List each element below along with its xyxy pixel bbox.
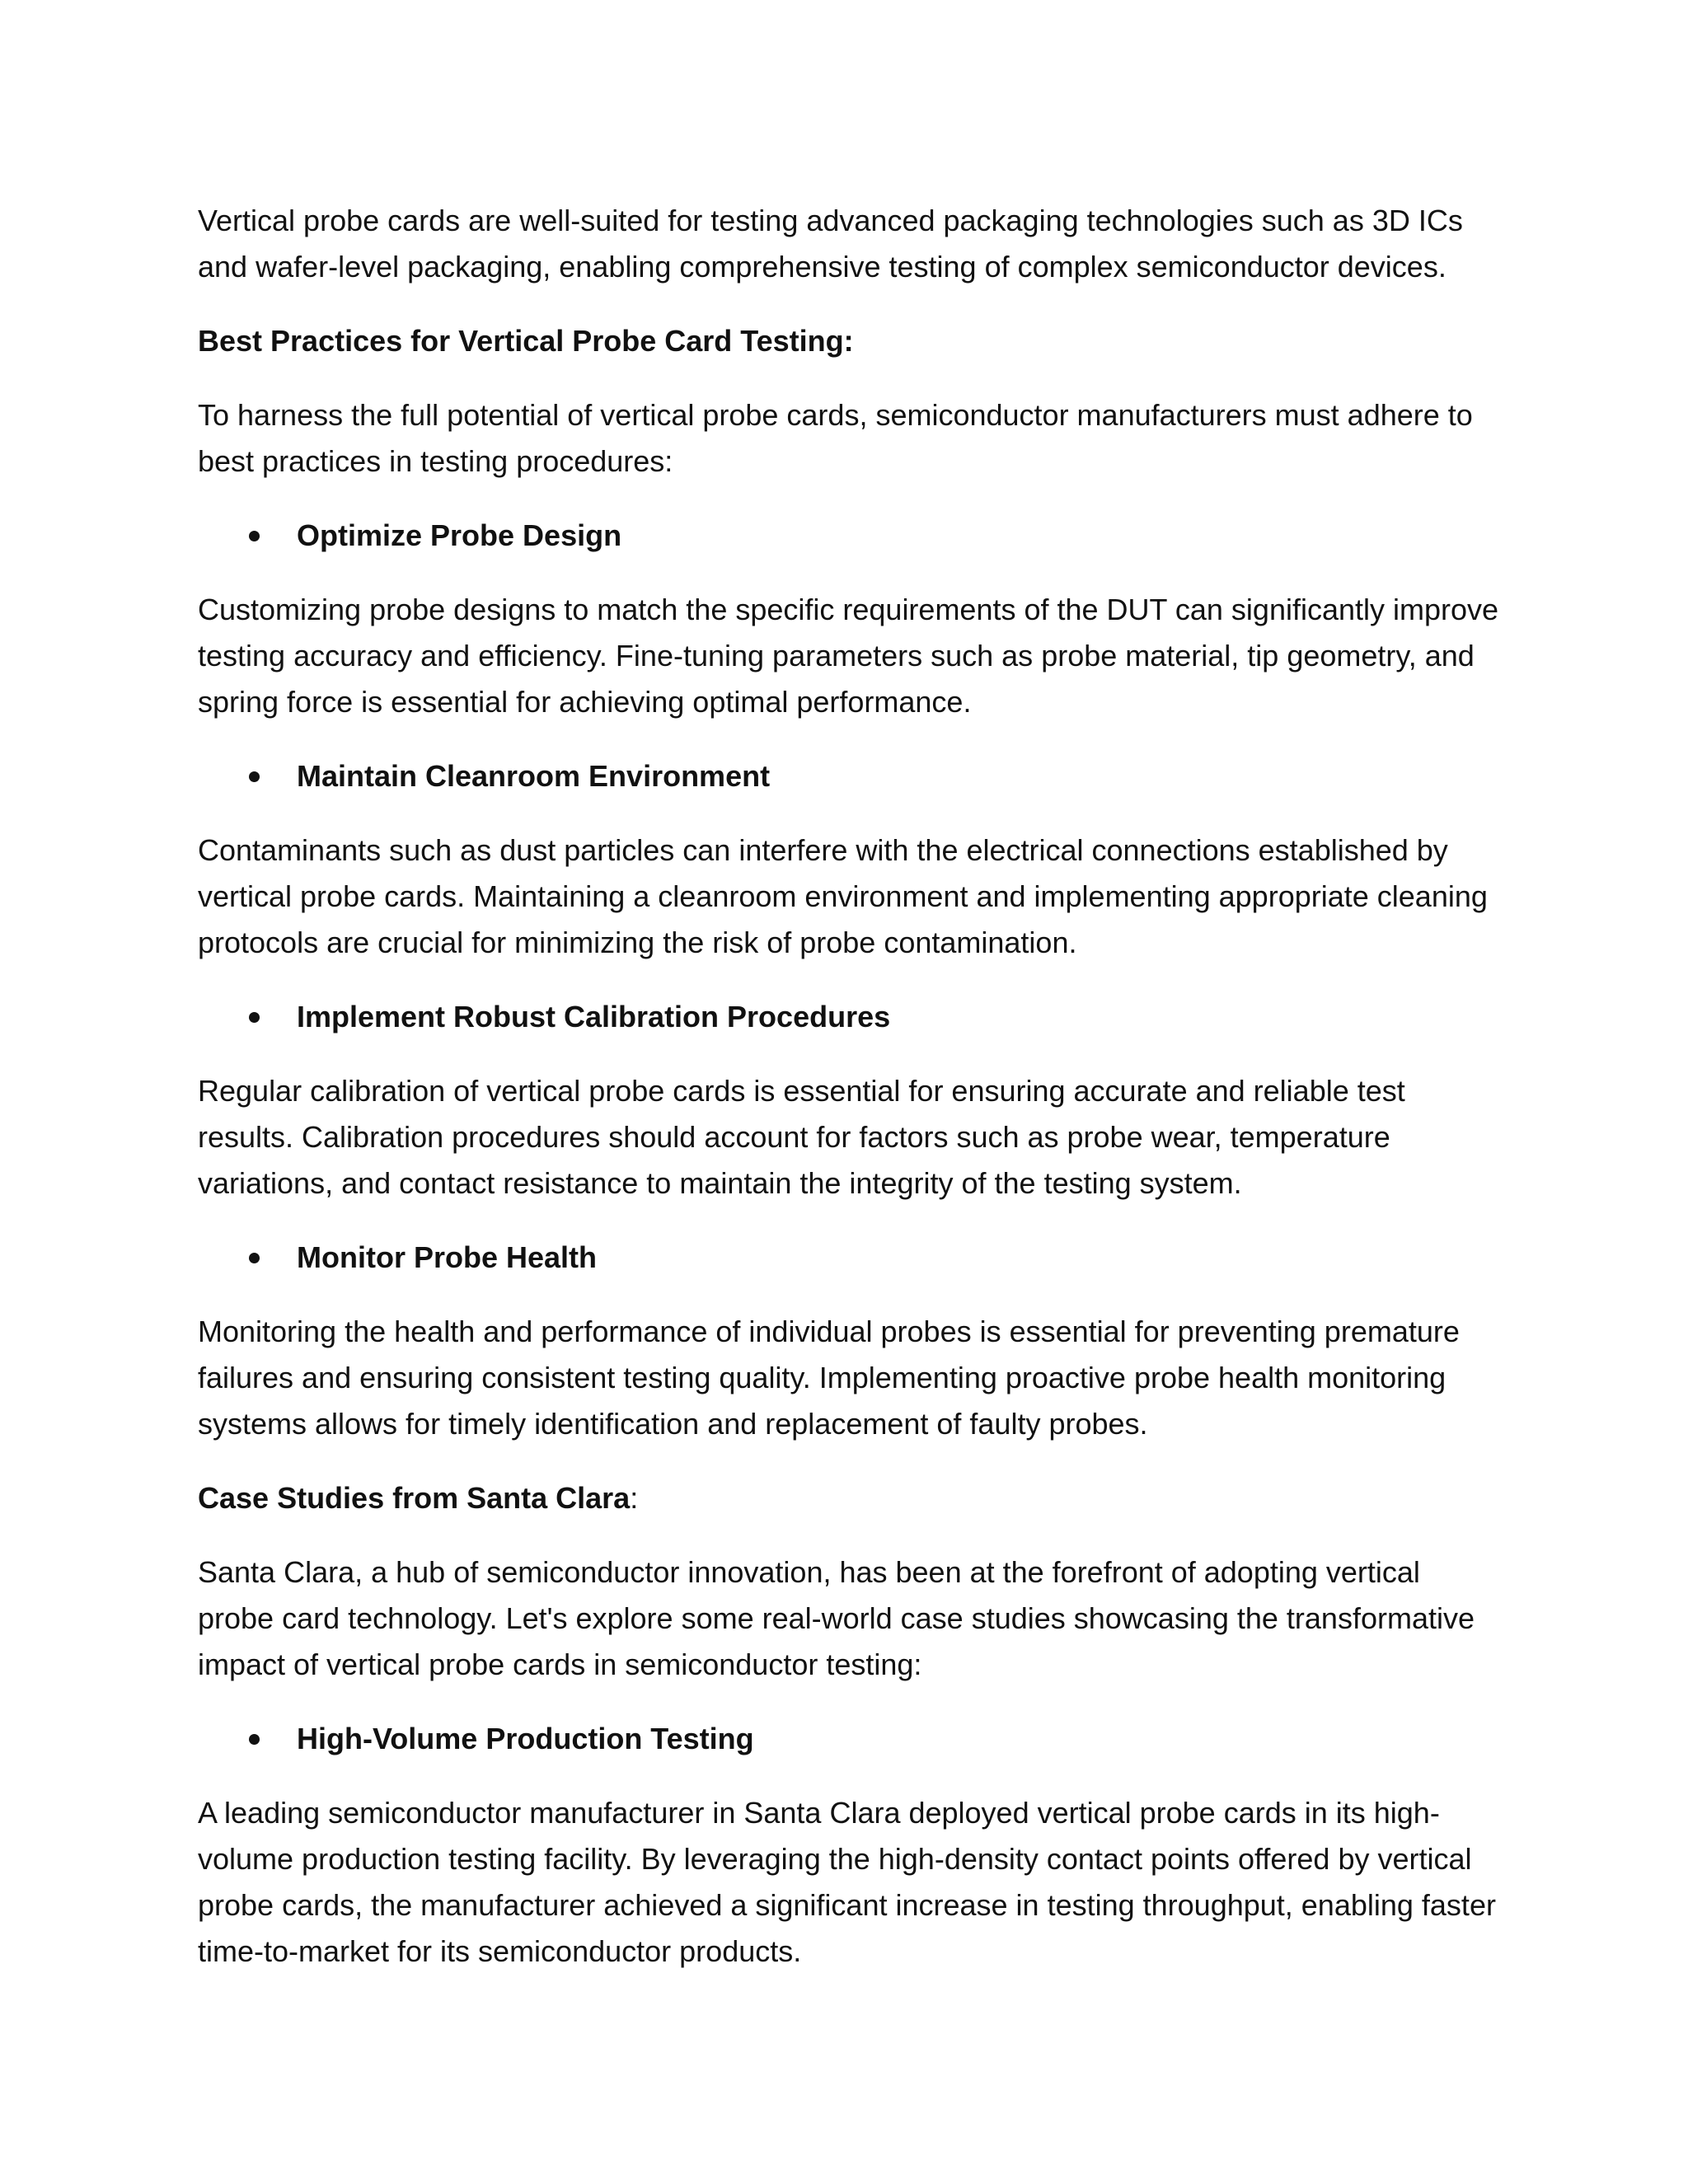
bullet-body: Contaminants such as dust particles can interfere with the electrical connections established by vertical probe cards. Maintaining a cleanroom environment and implementing appropriate cleaning protocols are crucial for minimizing the risk of probe contamination.	[198, 833, 1488, 959]
case-studies-heading-text: Case Studies from Santa Clara	[198, 1481, 631, 1515]
bullet-title: Maintain Cleanroom Environment	[297, 759, 771, 793]
bullet-body: Customizing probe designs to match the specific requirements of the DUT can significantly improve testing accuracy and efficiency. Fine-tuning parameters such as probe material, tip geometry, and spring force is essential for achieving optimal performance.	[198, 593, 1499, 719]
bullet-title: Monitor Probe Health	[297, 1240, 598, 1274]
case-studies-heading-colon: :	[630, 1481, 639, 1515]
bullet-item	[198, 513, 1500, 559]
best-practices-heading: Best Practices for Vertical Probe Card Testing:	[198, 324, 854, 358]
bullet-item	[198, 1716, 1500, 1762]
intro-paragraph: Vertical probe cards are well-suited for testing advanced packaging technologies such as 3D ICs and wafer-level packaging, enabling comprehensive testing of complex semiconductor devices.	[198, 204, 1463, 284]
bullet-icon	[249, 1734, 260, 1745]
document-body	[198, 198, 1500, 2003]
bullet-icon	[249, 531, 260, 541]
case-studies-heading	[198, 1475, 1500, 1521]
bullet-item	[198, 753, 1500, 799]
bullet-icon	[249, 1253, 260, 1263]
bullet-body: Regular calibration of vertical probe cards is essential for ensuring accurate and reliable test results. Calibration procedures should account for factors such as probe wear, temperature variations, and contact resistance to maintain the integrity of the testing system.	[198, 1074, 1405, 1200]
bullet-body: A leading semiconductor manufacturer in Santa Clara deployed vertical probe cards in its high-volume production testing facility. By leveraging the high-density contact points offered by vertical probe cards, the manufacturer achieved a significant increase in testing throughput, enabling faster time-to-market for its semiconductor products.	[198, 1796, 1496, 1968]
bullet-title: Optimize Probe Design	[297, 518, 622, 552]
bullet-title: Implement Robust Calibration Procedures	[297, 1000, 891, 1033]
bullet-item	[198, 994, 1500, 1040]
bullet-title: High-Volume Production Testing	[297, 1722, 754, 1755]
bullet-icon	[249, 771, 260, 782]
bullet-item	[198, 1235, 1500, 1281]
best-practices-intro: To harness the full potential of vertical probe cards, semiconductor manufacturers must adhere to best practices in testing procedures:	[198, 398, 1473, 478]
bullet-icon	[249, 1012, 260, 1023]
bullet-body: Monitoring the health and performance of individual probes is essential for preventing premature failures and ensuring consistent testing quality. Implementing proactive probe health monitoring systems allows for timely identification and replacement of faulty probes.	[198, 1315, 1460, 1441]
case-studies-intro: Santa Clara, a hub of semiconductor innovation, has been at the forefront of adopting vertical probe card technology. Let's explore some real-world case studies showcasing the transformative impact of vertical probe cards in semiconductor testing:	[198, 1555, 1475, 1681]
